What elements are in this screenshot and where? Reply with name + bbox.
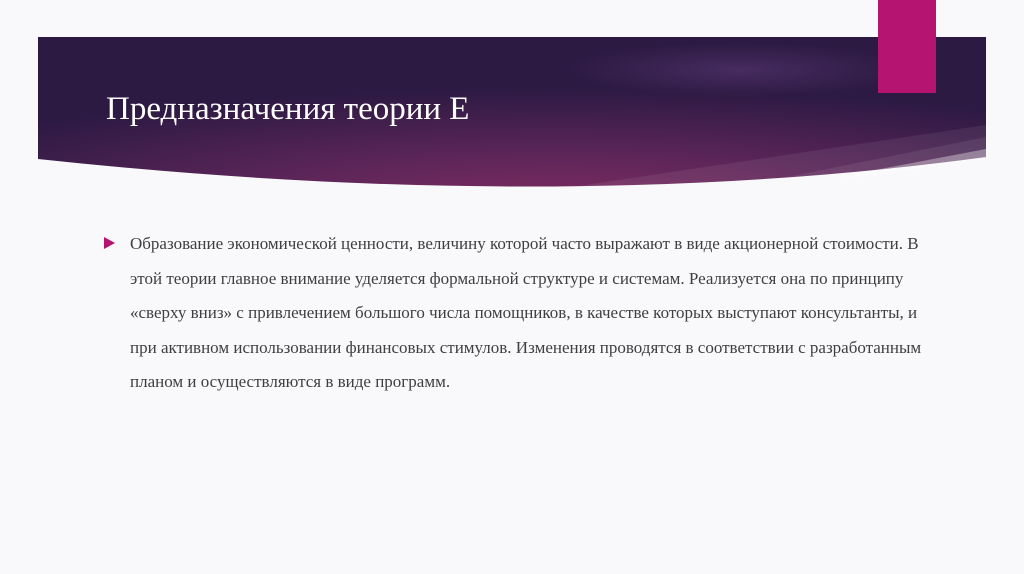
slide-title: Предназначения теории Е bbox=[106, 91, 470, 127]
bullet-text: Образование экономической ценности, величину которой часто выражают в виде акционерной стоимости. В этой теории главное внимание уделяется формальной структуре и системам. Реализуется она по принципу «сверху вниз» с привлечением большого числа помощников, в качестве которых выступают консультанты, и при активном использовании финансовых стимулов. Изменения проводятся в соответствии с разработанным планом и осуществляются в виде программ. bbox=[130, 234, 922, 391]
bullet-item bbox=[104, 227, 924, 400]
triangle-right-icon bbox=[104, 237, 115, 249]
slide-content bbox=[104, 227, 924, 400]
accent-tab bbox=[878, 0, 936, 93]
